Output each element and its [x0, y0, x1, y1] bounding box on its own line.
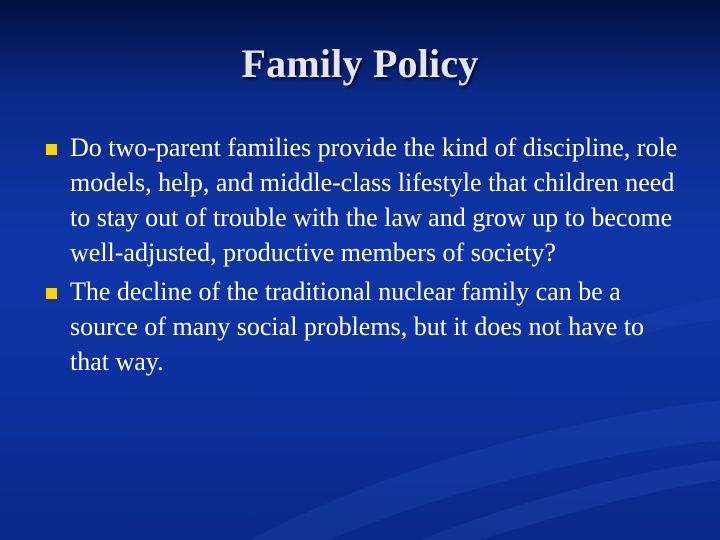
- bullet-text: The decline of the traditional nuclear family can be a source of many social problems, but it does not have to that way.: [70, 277, 645, 376]
- yellow-square-bullet-icon: [46, 288, 57, 299]
- yellow-square-bullet-icon: [46, 144, 57, 155]
- bullet-list: [44, 130, 684, 383]
- bullet-text: Do two-parent families provide the kind of discipline, role models, help, and middle-class lifestyle that children need to stay out of trouble with the law and grow up to become well-adjusted, productive members of society?: [70, 133, 678, 267]
- bullet-item: [44, 130, 684, 270]
- slide-title: Family Policy: [241, 41, 479, 86]
- bullet-item: [44, 274, 684, 379]
